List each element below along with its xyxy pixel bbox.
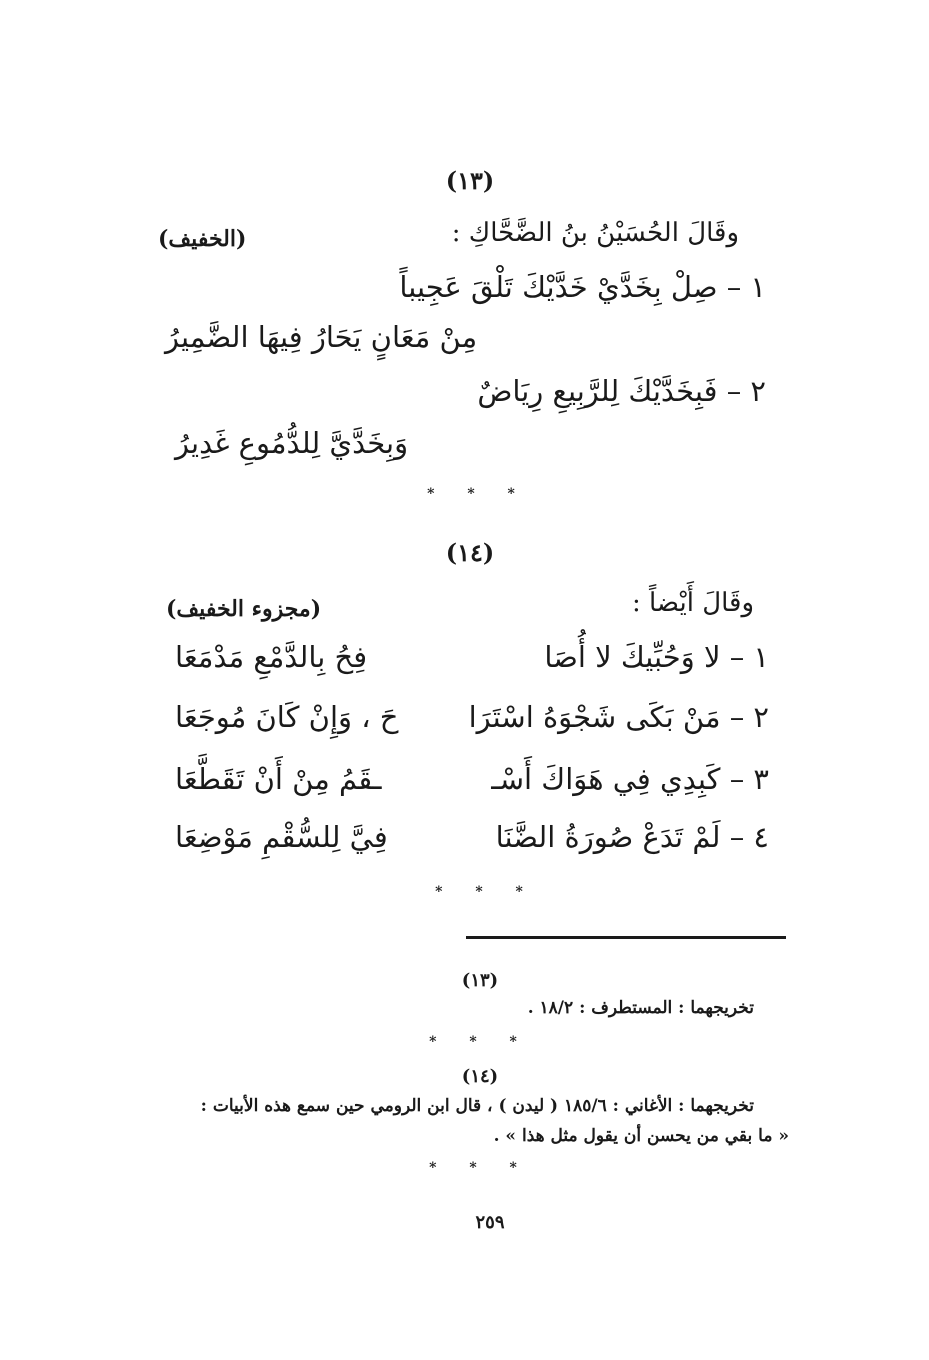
poem-14-separator: * * *	[435, 884, 537, 900]
poem-13-meter: (الخفيف)	[158, 226, 247, 252]
footnote-14-line-2: « ما بقي من يحسن أن يقول مثل هذا » .	[493, 1126, 789, 1146]
poem-13-line-3: ٢ – فَبِخَدَّيْكَ لِلرَّبِيعِ رِيَاضٌ	[477, 374, 766, 408]
poem-14-verse-3-second: ـقَمُ مِنْ أَنْ تَقَطَّعَا	[175, 762, 382, 796]
footnote-14-separator: * * *	[429, 1160, 531, 1176]
poem-14-intro: وقَالَ أَيْضاً :	[631, 588, 754, 618]
poem-14-verse-2-second: حَ ، وَإِنْ كَانَ مُوجَعَا	[175, 700, 399, 734]
page-number: ٢٥٩	[475, 1212, 505, 1233]
poem-14-verse-3-first: ٣ – كَبِدِي فِي هَوَاكَ أَسْـ	[491, 762, 769, 796]
poem-13-line-4: وَبِخَدَّيَّ لِلدُّمُوعِ غَدِيرُ	[175, 426, 409, 460]
poem-13-intro: وقَالَ الحُسَيْنُ بنُ الضَّحَّاكِ :	[451, 218, 739, 248]
poem-13-number: (١٣)	[445, 166, 495, 195]
footnote-14-line-1: تخريجهما : الأغاني : ١٨٥/٦ ( ليدن ) ، قال ابن الرومي حين سمع هذه الأبيات :	[200, 1096, 754, 1116]
footnote-13-text: تخريجهما : المستطرف : ١٨/٢ .	[527, 998, 754, 1018]
footnote-13-number: (١٣)	[461, 970, 499, 991]
footnote-14-number: (١٤)	[461, 1066, 499, 1087]
poem-14-verse-1-second: فِحُ بِالدَّمْعِ مَدْمَعَا	[175, 640, 368, 674]
poem-14-number: (١٤)	[445, 538, 495, 567]
poem-13-separator: * * *	[427, 486, 529, 502]
poem-14-meter: (مجزوء الخفيف)	[166, 596, 322, 622]
footnote-divider	[466, 936, 786, 939]
poem-14-verse-2-first: ٢ – مَنْ بَكَى شَجْوَهُ اسْتَرَا	[468, 700, 769, 734]
poem-14-verse-4-first: ٤ – لَمْ تَدَعْ صُورَةُ الضَّنَا	[495, 820, 769, 854]
poem-13-line-2: مِنْ مَعَانٍ يَحَارُ فِيهَا الضَّمِيرُ	[165, 320, 478, 354]
poem-14-verse-1-first: ١ – لا وَحُبِّيكَ لا أُصَا	[544, 640, 769, 674]
footnote-13-separator: * * *	[429, 1034, 531, 1050]
poem-13-line-1: ١ – صِلْ بِخَدَّيْ خَدَّيْكَ تَلْقَ عَجِيباً	[399, 270, 766, 304]
poem-14-verse-4-second: فِيَّ لِلسُّقْمِ مَوْضِعَا	[175, 820, 388, 854]
